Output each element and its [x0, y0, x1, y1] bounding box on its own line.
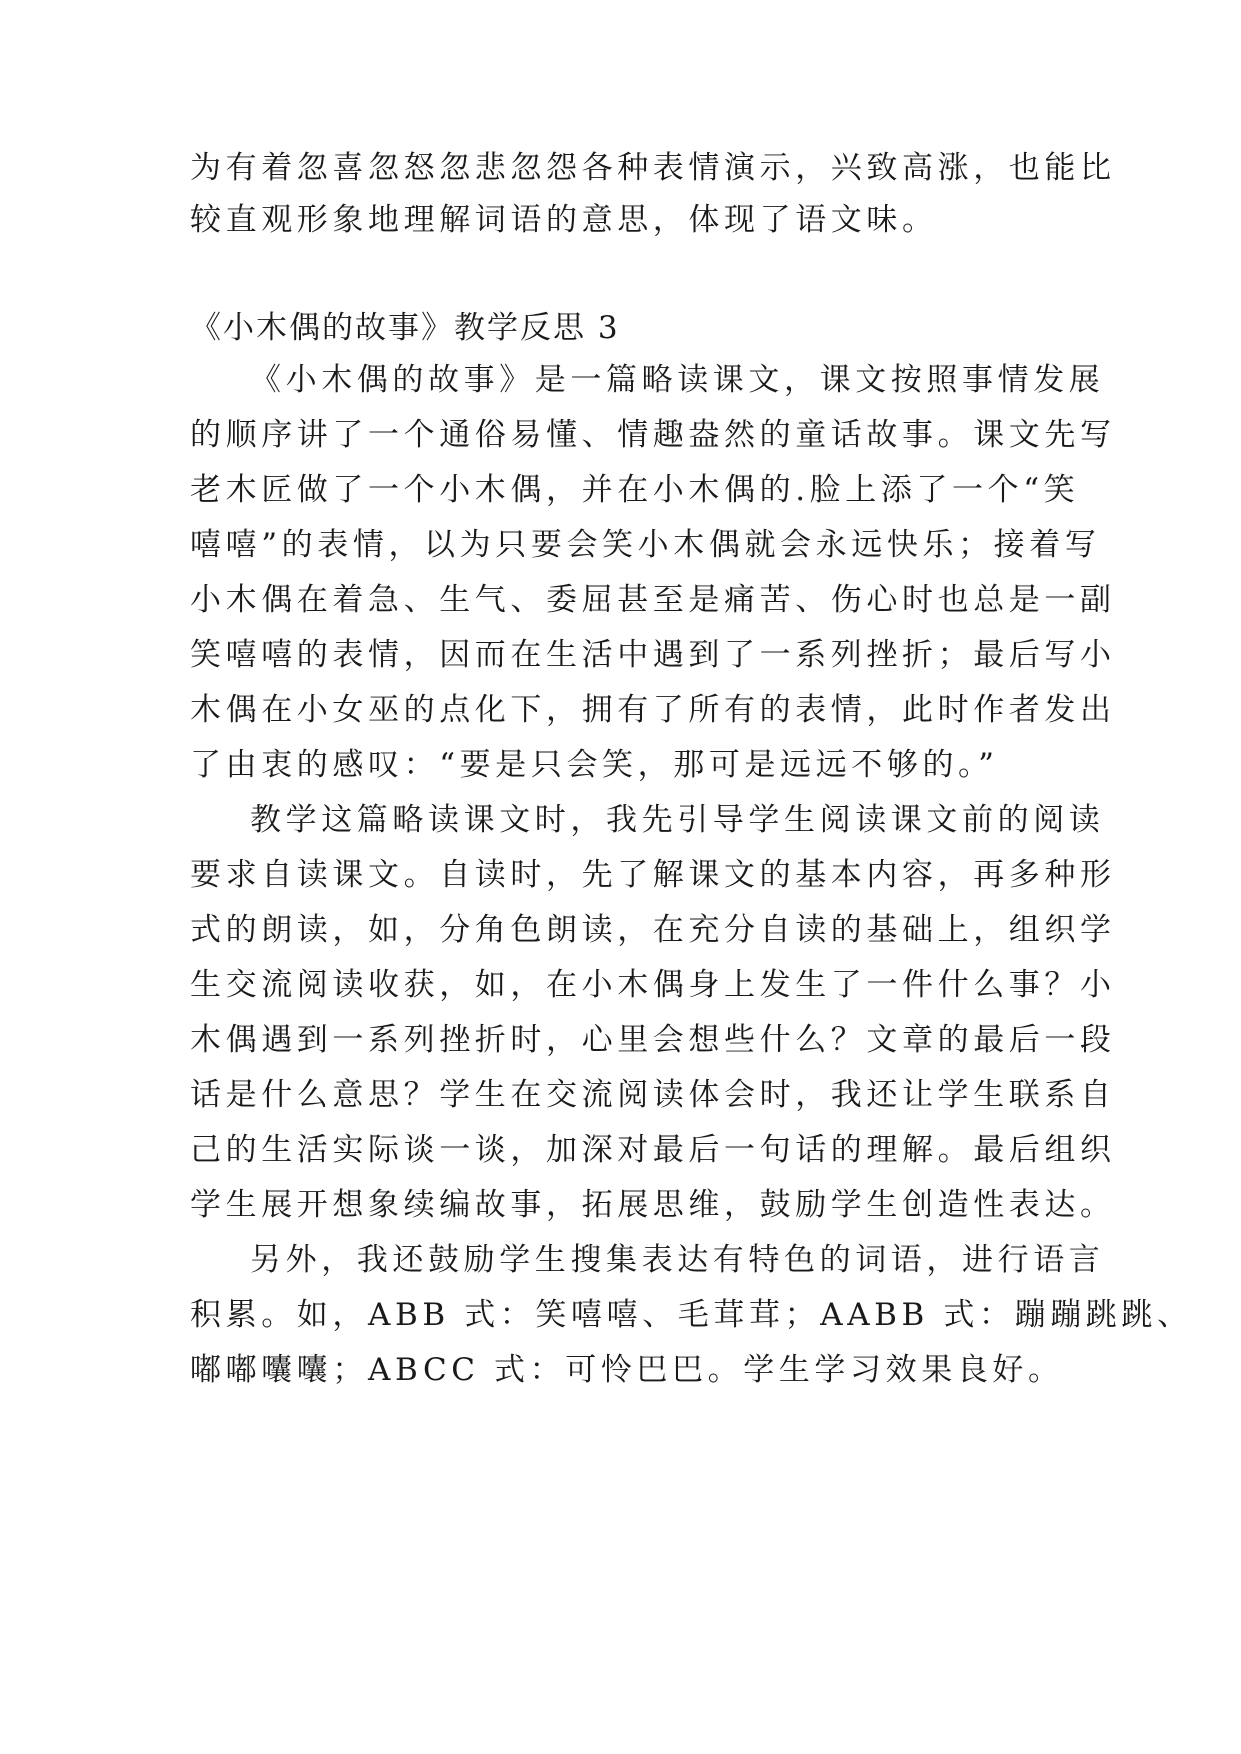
paragraph-line: 要求自读课文。自读时，先了解课文的基本内容，再多种形 — [190, 857, 1116, 893]
text-line: 为有着忽喜忽怒忽悲忽怨各种表情演示，兴致高涨，也能比 — [190, 150, 1116, 186]
text-line: 较直观形象地理解词语的意思，体现了语文味。 — [190, 202, 938, 238]
section-title: 《小木偶的故事》教学反思 3 — [190, 310, 620, 346]
paragraph-line: 了由衷的感叹：“要是只会笑，那可是远远不够的。” — [190, 747, 999, 783]
paragraph-line: 积累。如，ABB 式：笑嘻嘻、毛茸茸；AABB 式：蹦蹦跳跳、 — [190, 1297, 1193, 1333]
paragraph-line: 学生展开想象续编故事，拓展思维，鼓励学生创造性表达。 — [190, 1187, 1116, 1223]
paragraph-line: 嘻嘻”的表情，以为只要会笑小木偶就会永远快乐；接着写 — [190, 527, 1101, 563]
paragraph-line: 老木匠做了一个小木偶，并在小木偶的.脸上添了一个“笑 — [190, 472, 1080, 508]
paragraph-line: 的顺序讲了一个通俗易懂、情趣盎然的童话故事。课文先写 — [190, 417, 1116, 453]
paragraph-line: 生交流阅读收获，如，在小木偶身上发生了一件什么事？小 — [190, 967, 1116, 1003]
paragraph-line: 己的生活实际谈一谈，加深对最后一句话的理解。最后组织 — [190, 1132, 1116, 1168]
paragraph-line: 木偶遇到一系列挫折时，心里会想些什么？文章的最后一段 — [190, 1022, 1116, 1058]
paragraph-line: 另外，我还鼓励学生搜集表达有特色的词语，进行语言 — [250, 1242, 1105, 1278]
paragraph-line: 小木偶在着急、生气、委屈甚至是痛苦、伤心时也总是一副 — [190, 582, 1116, 618]
paragraph-line: 《小木偶的故事》是一篇略读课文，课文按照事情发展 — [250, 362, 1105, 398]
paragraph-line: 笑嘻嘻的表情，因而在生活中遇到了一系列挫折；最后写小 — [190, 637, 1116, 673]
paragraph-line: 嘟嘟囔囔；ABCC 式：可怜巴巴。学生学习效果良好。 — [190, 1352, 1064, 1388]
paragraph-line: 木偶在小女巫的点化下，拥有了所有的表情，此时作者发出 — [190, 692, 1116, 728]
paragraph-line: 式的朗读，如，分角色朗读，在充分自读的基础上，组织学 — [190, 912, 1116, 948]
paragraph-line: 教学这篇略读课文时，我先引导学生阅读课文前的阅读 — [250, 802, 1105, 838]
paragraph-line: 话是什么意思？学生在交流阅读体会时，我还让学生联系自 — [190, 1077, 1116, 1113]
